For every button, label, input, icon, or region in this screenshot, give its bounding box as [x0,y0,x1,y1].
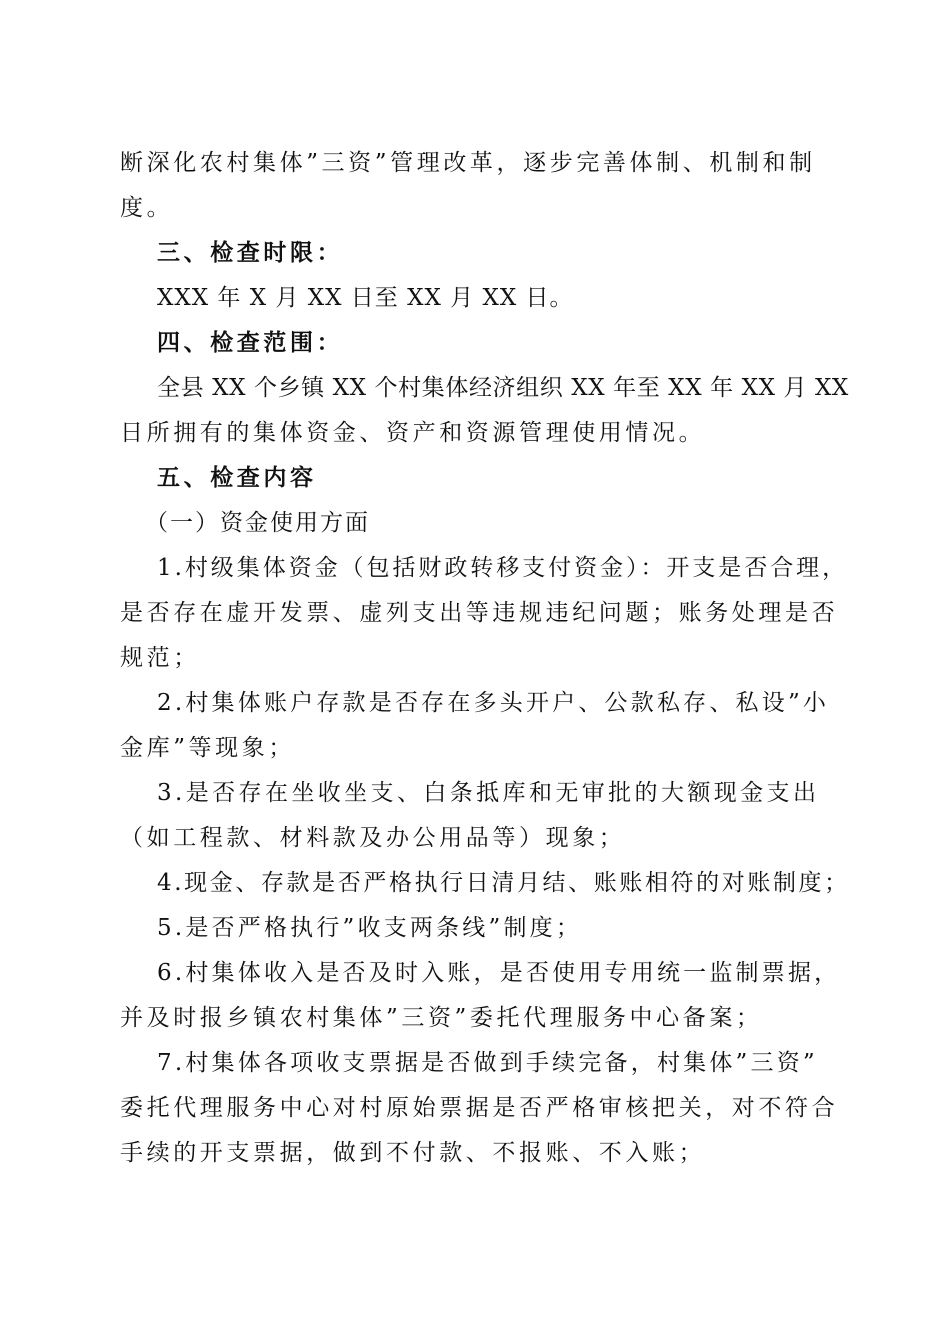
subsection-heading-funds: （一）资金使用方面 [145,510,370,536]
section-heading-content: 五、检查内容 [157,465,317,491]
list-item-6: 6.村集体收入是否及时入账，是否使用专用统一监制票据， [157,960,841,986]
paragraph-line: 并及时报乡镇农村集体”三资”委托代理服务中心备案； [120,1005,763,1031]
paragraph-line: 委托代理服务中心对村原始票据是否严格审核把关，对不符合 [120,1095,839,1121]
paragraph-line: XXX 年 X 月 XX 日至 XX 月 XX 日。 [157,285,574,311]
section-heading-scope: 四、检查范围： [157,330,344,356]
paragraph-line: 规范； [120,645,200,671]
list-item-2: 2.村集体账户存款是否存在多头开户、公款私存、私设”小 [157,690,830,716]
list-item-4: 4.现金、存款是否严格执行日清月结、账账相符的对账制度； [157,870,850,896]
paragraph-line: 是否存在虚开发票、虚列支出等违规违纪问题；账务处理是否 [120,600,839,626]
paragraph-line: 手续的开支票据，做到不付款、不报账、不入账； [120,1140,706,1166]
paragraph-line: （如工程款、材料款及办公用品等）现象； [120,825,626,851]
paragraph-line: 断深化农村集体”三资”管理改革，逐步完善体制、机制和制 [120,150,816,176]
paragraph-line: 度。 [120,195,174,221]
list-item-1: 1.村级集体资金（包括财政转移支付资金）：开支是否合理， [157,555,849,581]
section-heading-time-limit: 三、检查时限： [157,240,344,266]
list-item-3: 3.是否存在坐收坐支、白条抵库和无审批的大额现金支出 [157,780,820,806]
list-item-7: 7.村集体各项收支票据是否做到手续完备，村集体”三资” [157,1050,818,1076]
paragraph-line: 金库”等现象； [120,735,295,761]
paragraph-line: 全县 XX 个乡镇 XX 个村集体经济组织 XX 年至 XX 年 XX 月 XX [157,375,849,401]
list-item-5: 5.是否严格执行”收支两条线”制度； [157,915,583,941]
paragraph-line: 日所拥有的集体资金、资产和资源管理使用情况。 [120,420,706,446]
